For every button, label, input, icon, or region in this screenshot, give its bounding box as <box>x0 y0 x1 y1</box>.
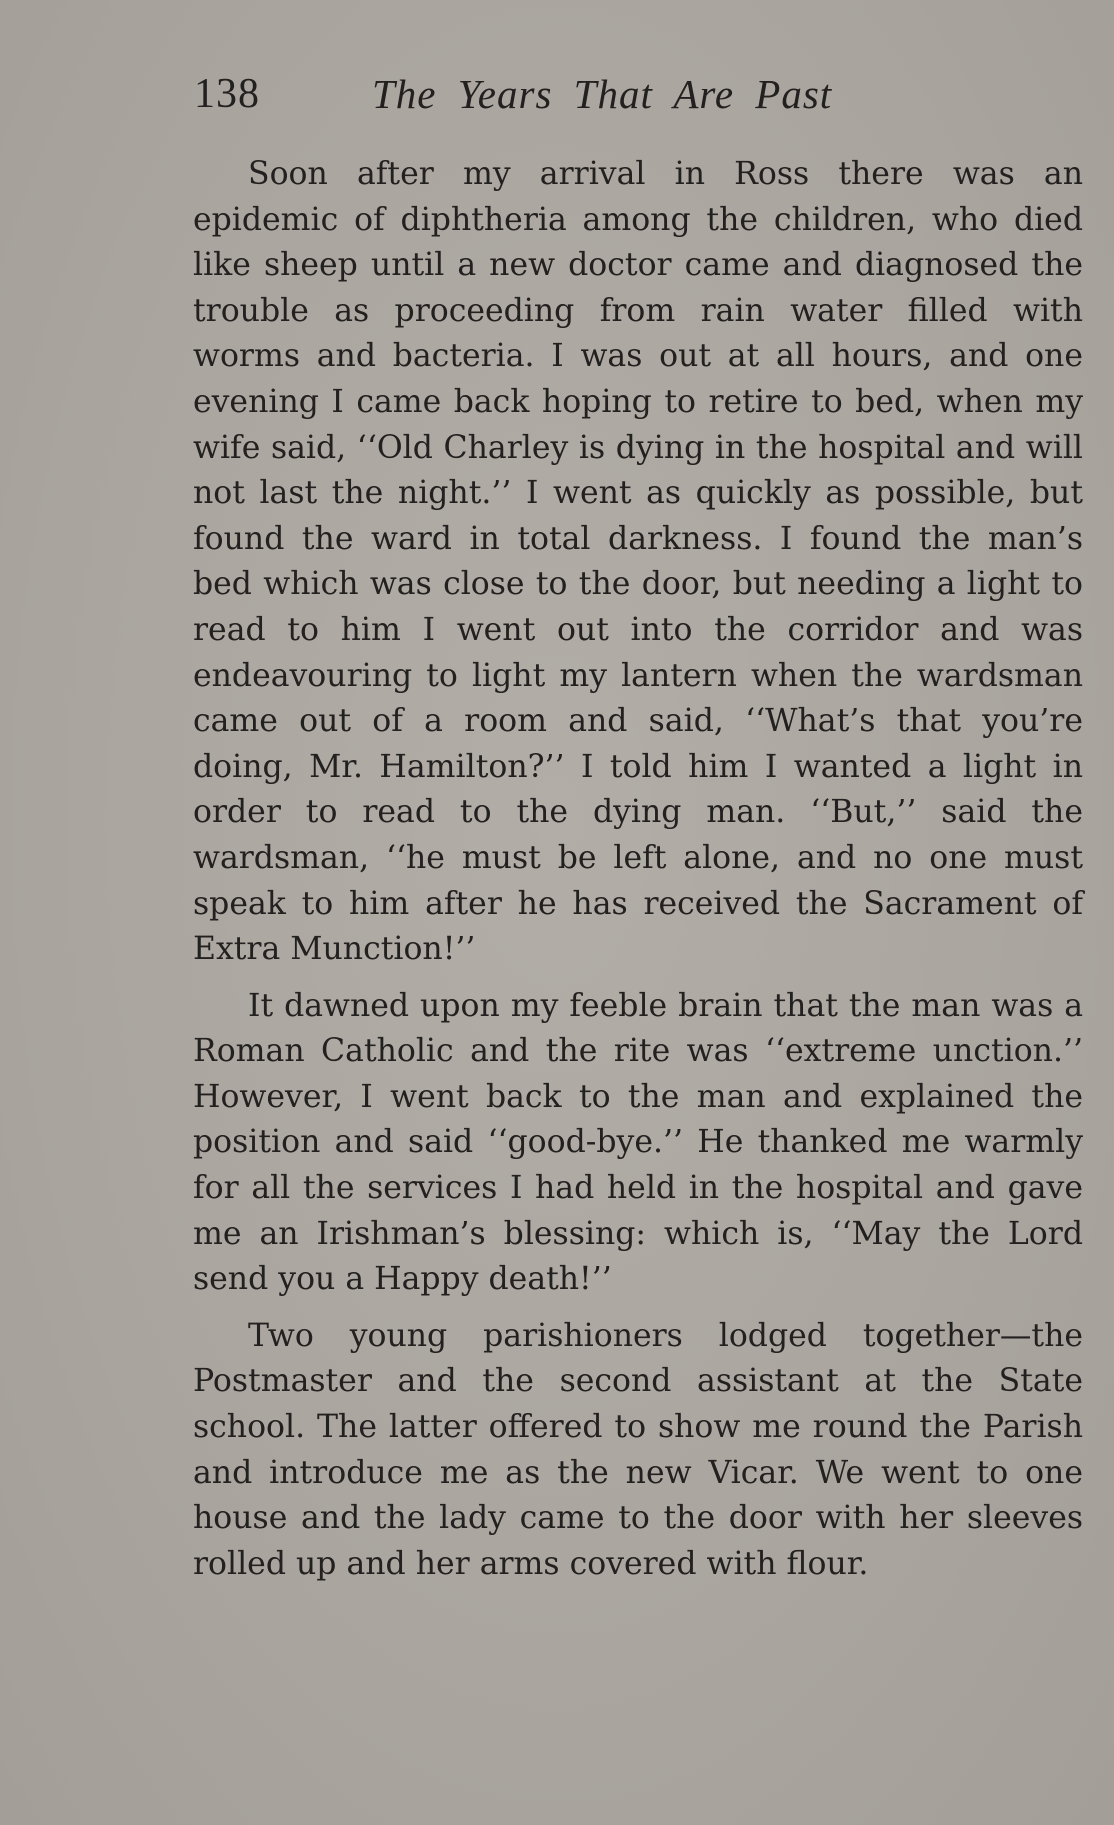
paragraph-extreme-unction: It dawned upon my feeble brain that the man was a Roman Catholic and the rite was ‘‘extreme unction.’’ However, I went back to the man and explained the position and said ‘‘good-bye.’’ He thanked me warmly for all the services I had held in the hospital and gave me an Irishman’s blessing: which is, ‘‘May the Lord send you a Happy death!’’ <box>193 987 1083 1298</box>
running-title: The Years That Are Past <box>372 71 833 117</box>
paragraph-parishioners: Two young parishioners lodged together—the Postmaster and the second assistant at the State school. The latter offered to show me round the Parish and introduce me as the new Vicar. We went to one house and the lady came to the door with her sleeves rolled up and her arms covered with flour. <box>193 1317 1083 1582</box>
body-text <box>193 152 1083 1598</box>
running-head <box>194 70 1084 126</box>
paragraph-diphtheria-epidemic: Soon after my arrival in Ross there was an epidemic of diphtheria among the children, who died like sheep until a new doctor came and diagnosed the trouble as proceeding from rain water filled with worms and bacteria. I was out at all hours, and one evening I came back hoping to retire to bed, when my wife said, ‘‘Old Charley is dying in the hospital and will not last the night.’’ I went as quickly as possible, but found the ward in total darkness. I found the man’s bed which was close to the door, but needing a light to read to him I went out into the corridor and was endeavouring to light my lantern when the wardsman came out of a room and said, ‘‘What’s that you’re doing, Mr. Hamilton?’’ I told him I wanted a light in order to read to the dying man. ‘‘But,’’ said the wardsman, ‘‘he must be left alone, and no one must speak to him after he has received the Sacrament of Extra Munction!’’ <box>193 156 1083 968</box>
page-number: 138 <box>194 71 260 117</box>
